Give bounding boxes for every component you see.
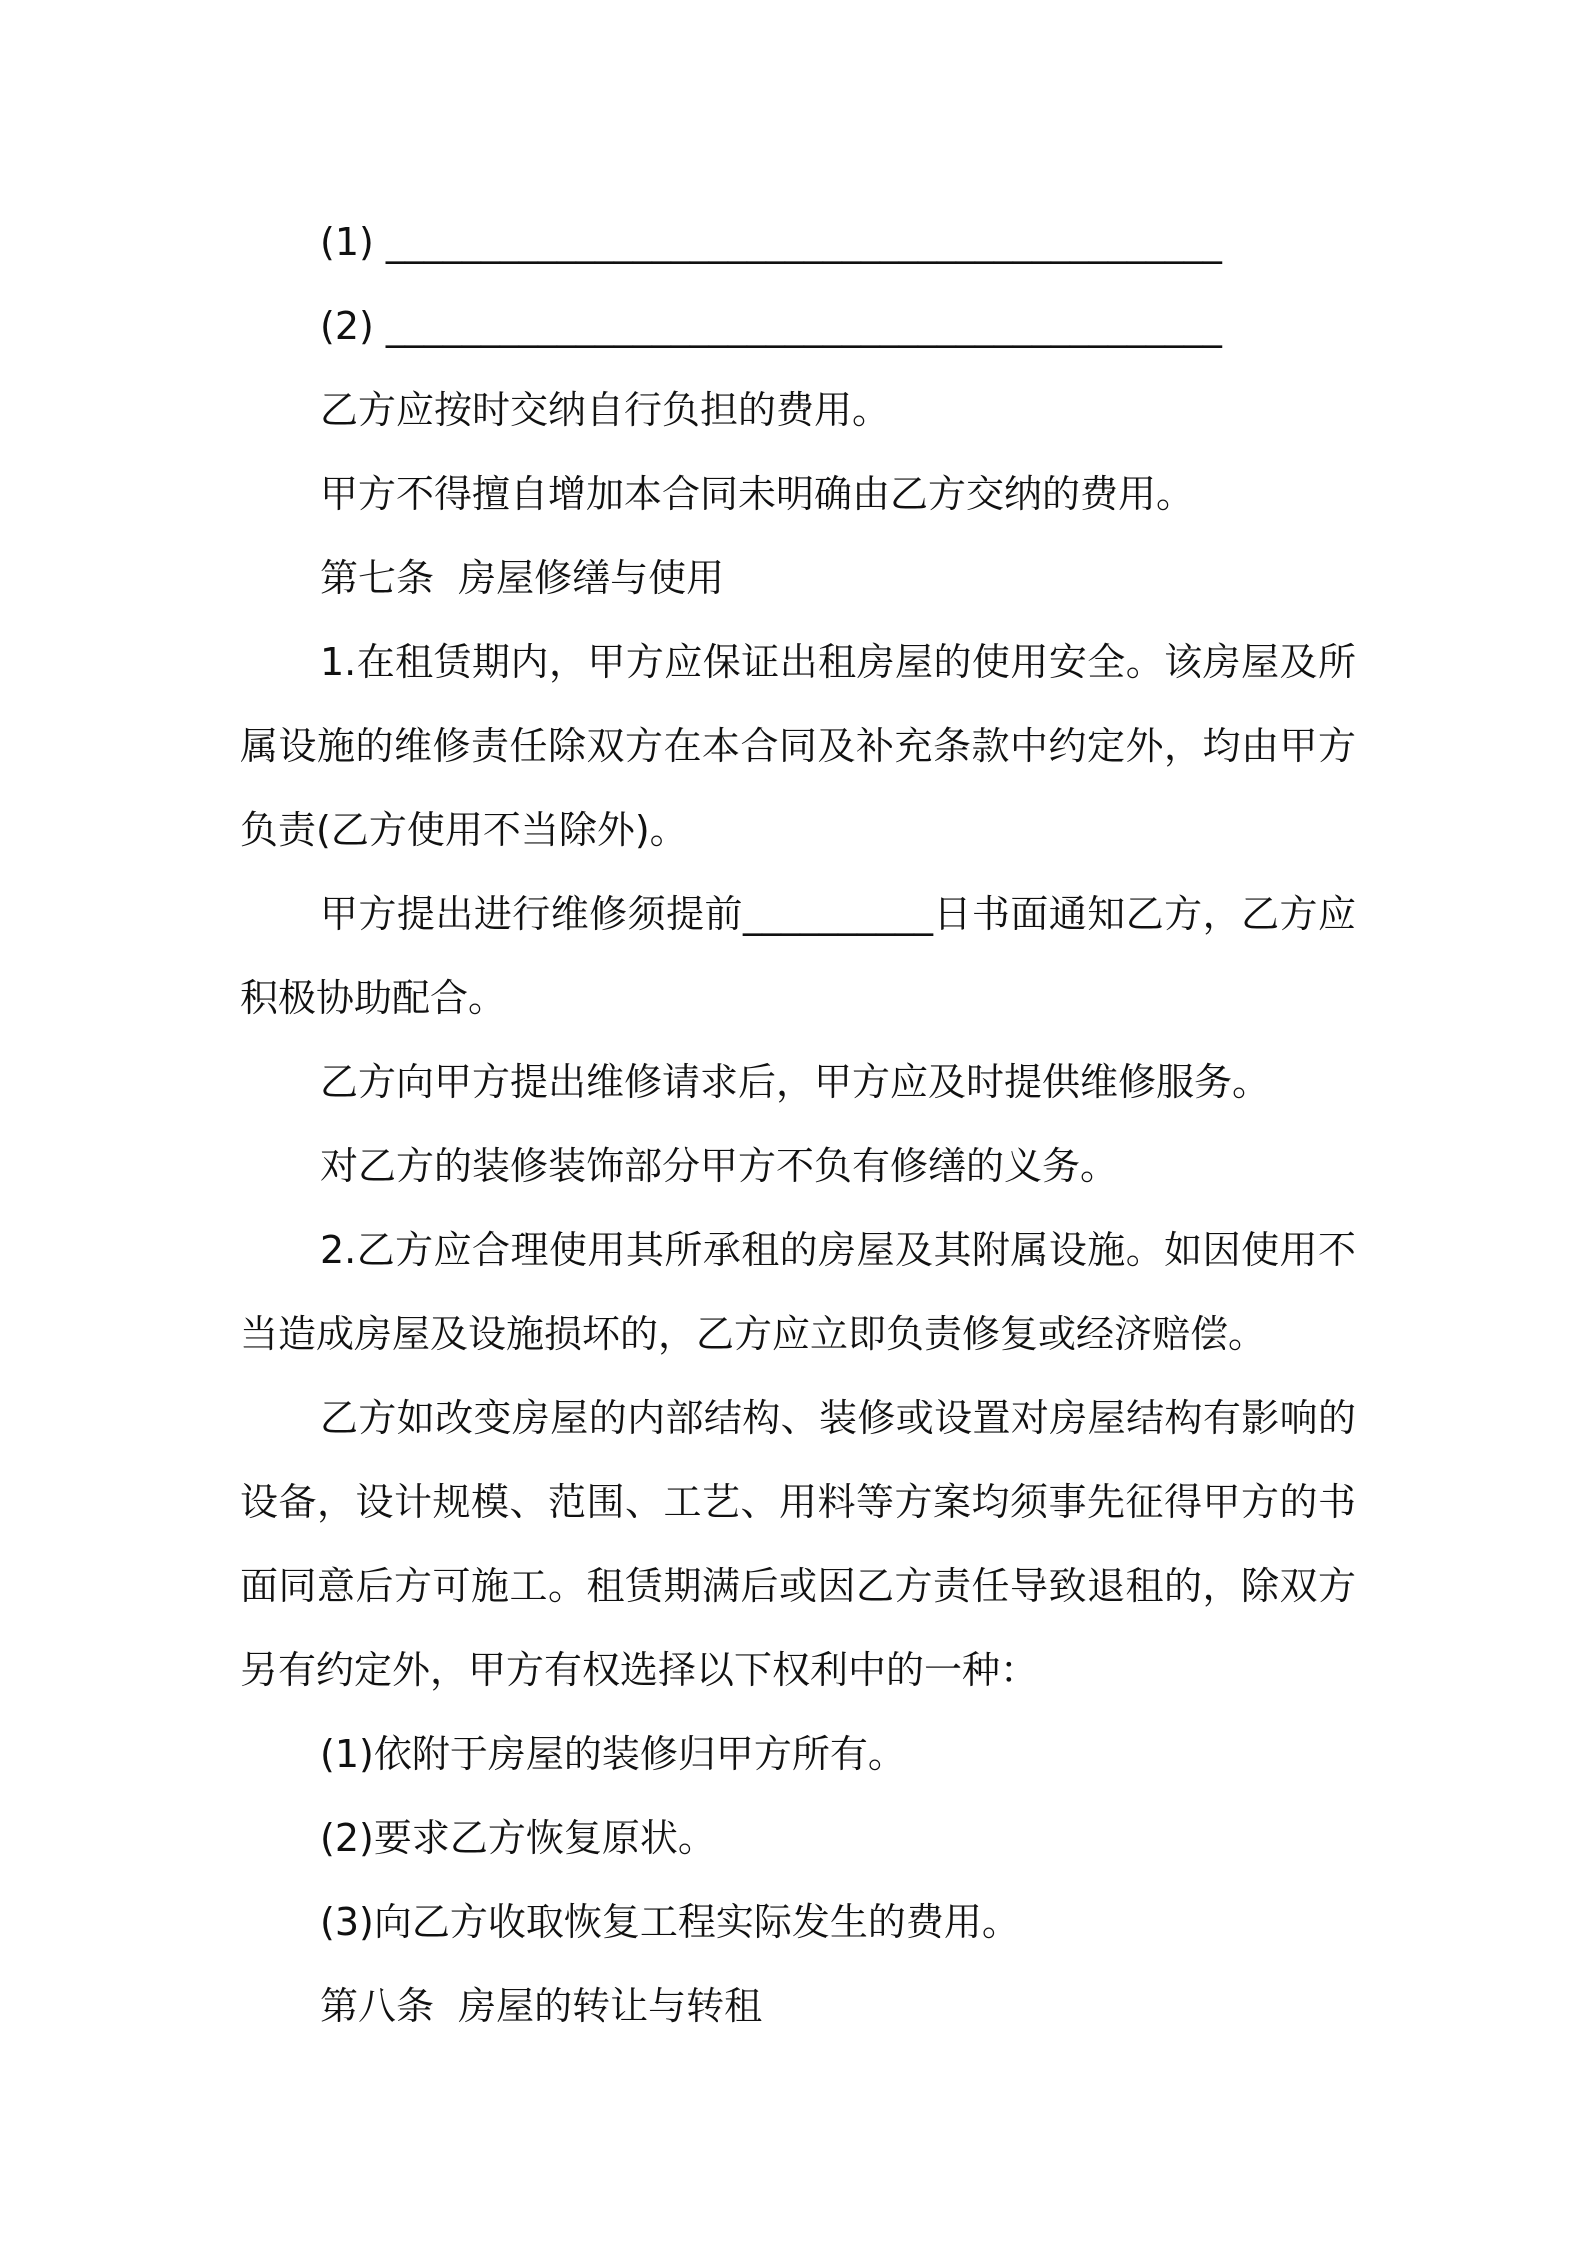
- blank-fee-item-1: (1) ____________________________________________: [320, 220, 1222, 264]
- article-8-heading: 第八条 房屋的转让与转租: [320, 1984, 763, 2028]
- article-7-clause-2: 2.乙方应合理使用其所承租的房屋及其附属设施。如因使用不当造成房屋及设施损坏的，乙方应立即负责修复或经济赔偿。: [240, 1228, 1356, 1356]
- option-item-1: (1)依附于房屋的装修归甲方所有。: [320, 1732, 906, 1776]
- article-7-clause-1: 1.在租赁期内，甲方应保证出租房屋的使用安全。该房屋及所属设施的维修责任除双方在本合同及补充条款中约定外，均由甲方负责(乙方使用不当除外)。: [240, 640, 1356, 852]
- landlord-fee-restriction: 甲方不得擅自增加本合同未明确由乙方交纳的费用。: [320, 472, 1195, 516]
- document-body: [240, 200, 1356, 2048]
- article-7-heading: 第七条 房屋修缮与使用: [320, 556, 725, 600]
- repair-notice-paragraph: 甲方提出进行维修须提前__________日书面通知乙方，乙方应积极协助配合。: [240, 892, 1356, 1020]
- repair-request-paragraph: 乙方向甲方提出维修请求后，甲方应及时提供维修服务。: [320, 1060, 1271, 1104]
- structure-change-paragraph: 乙方如改变房屋的内部结构、装修或设置对房屋结构有影响的设备，设计规模、范围、工艺、用料等方案均须事先征得甲方的书面同意后方可施工。租赁期满后或因乙方责任导致退租的，除双方另有约定外，甲方有权选择以下权利中的一种：: [240, 1396, 1356, 1692]
- blank-fee-item-2: (2) ____________________________________________: [320, 304, 1222, 348]
- tenant-fee-statement: 乙方应按时交纳自行负担的费用。: [320, 388, 891, 432]
- decoration-exemption-paragraph: 对乙方的装修装饰部分甲方不负有修缮的义务。: [320, 1144, 1119, 1188]
- option-item-3: (3)向乙方收取恢复工程实际发生的费用。: [320, 1900, 1020, 1944]
- option-item-2: (2)要求乙方恢复原状。: [320, 1816, 716, 1860]
